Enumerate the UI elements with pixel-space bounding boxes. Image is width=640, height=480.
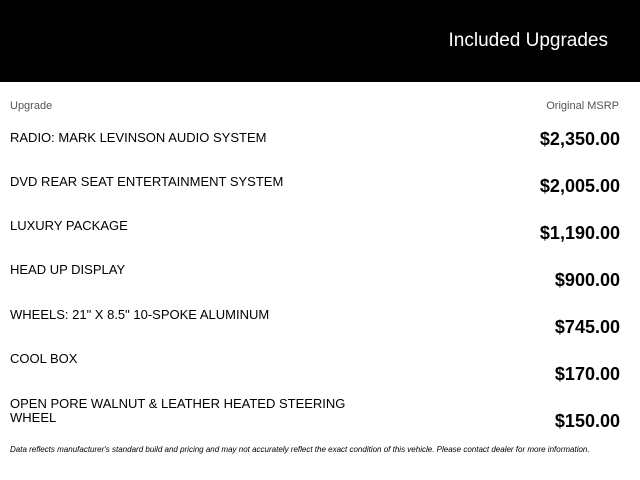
upgrade-name: OPEN PORE WALNUT & LEATHER HEATED STEERING WHEEL bbox=[10, 396, 346, 425]
upgrade-name: WHEELS: 21" X 8.5" 10-SPOKE ALUMINUM bbox=[10, 307, 270, 322]
upgrade-price: $170.00 bbox=[554, 364, 620, 384]
upgrade-price: $150.00 bbox=[554, 411, 620, 431]
header-bar bbox=[0, 0, 640, 82]
upgrade-name: COOL BOX bbox=[10, 351, 78, 366]
column-header-msrp: Original MSRP bbox=[546, 100, 619, 112]
upgrade-price: $745.00 bbox=[554, 317, 620, 337]
upgrade-price: $900.00 bbox=[554, 270, 620, 290]
upgrade-price: $2,350.00 bbox=[539, 129, 620, 149]
disclaimer-text: Data reflects manufacturer's standard build and pricing and may not accurately reflect the exact condition of this vehicle. Please contact dealer for more information. bbox=[10, 445, 590, 454]
upgrade-name: RADIO: MARK LEVINSON AUDIO SYSTEM bbox=[10, 130, 267, 145]
upgrade-price: $2,005.00 bbox=[539, 176, 620, 196]
upgrade-name: DVD REAR SEAT ENTERTAINMENT SYSTEM bbox=[10, 174, 284, 189]
upgrade-price: $1,190.00 bbox=[539, 223, 620, 243]
column-header-upgrade: Upgrade bbox=[10, 100, 53, 112]
page-title: Included Upgrades bbox=[448, 30, 608, 51]
upgrade-name: HEAD UP DISPLAY bbox=[10, 262, 126, 277]
upgrade-name: LUXURY PACKAGE bbox=[10, 218, 128, 233]
